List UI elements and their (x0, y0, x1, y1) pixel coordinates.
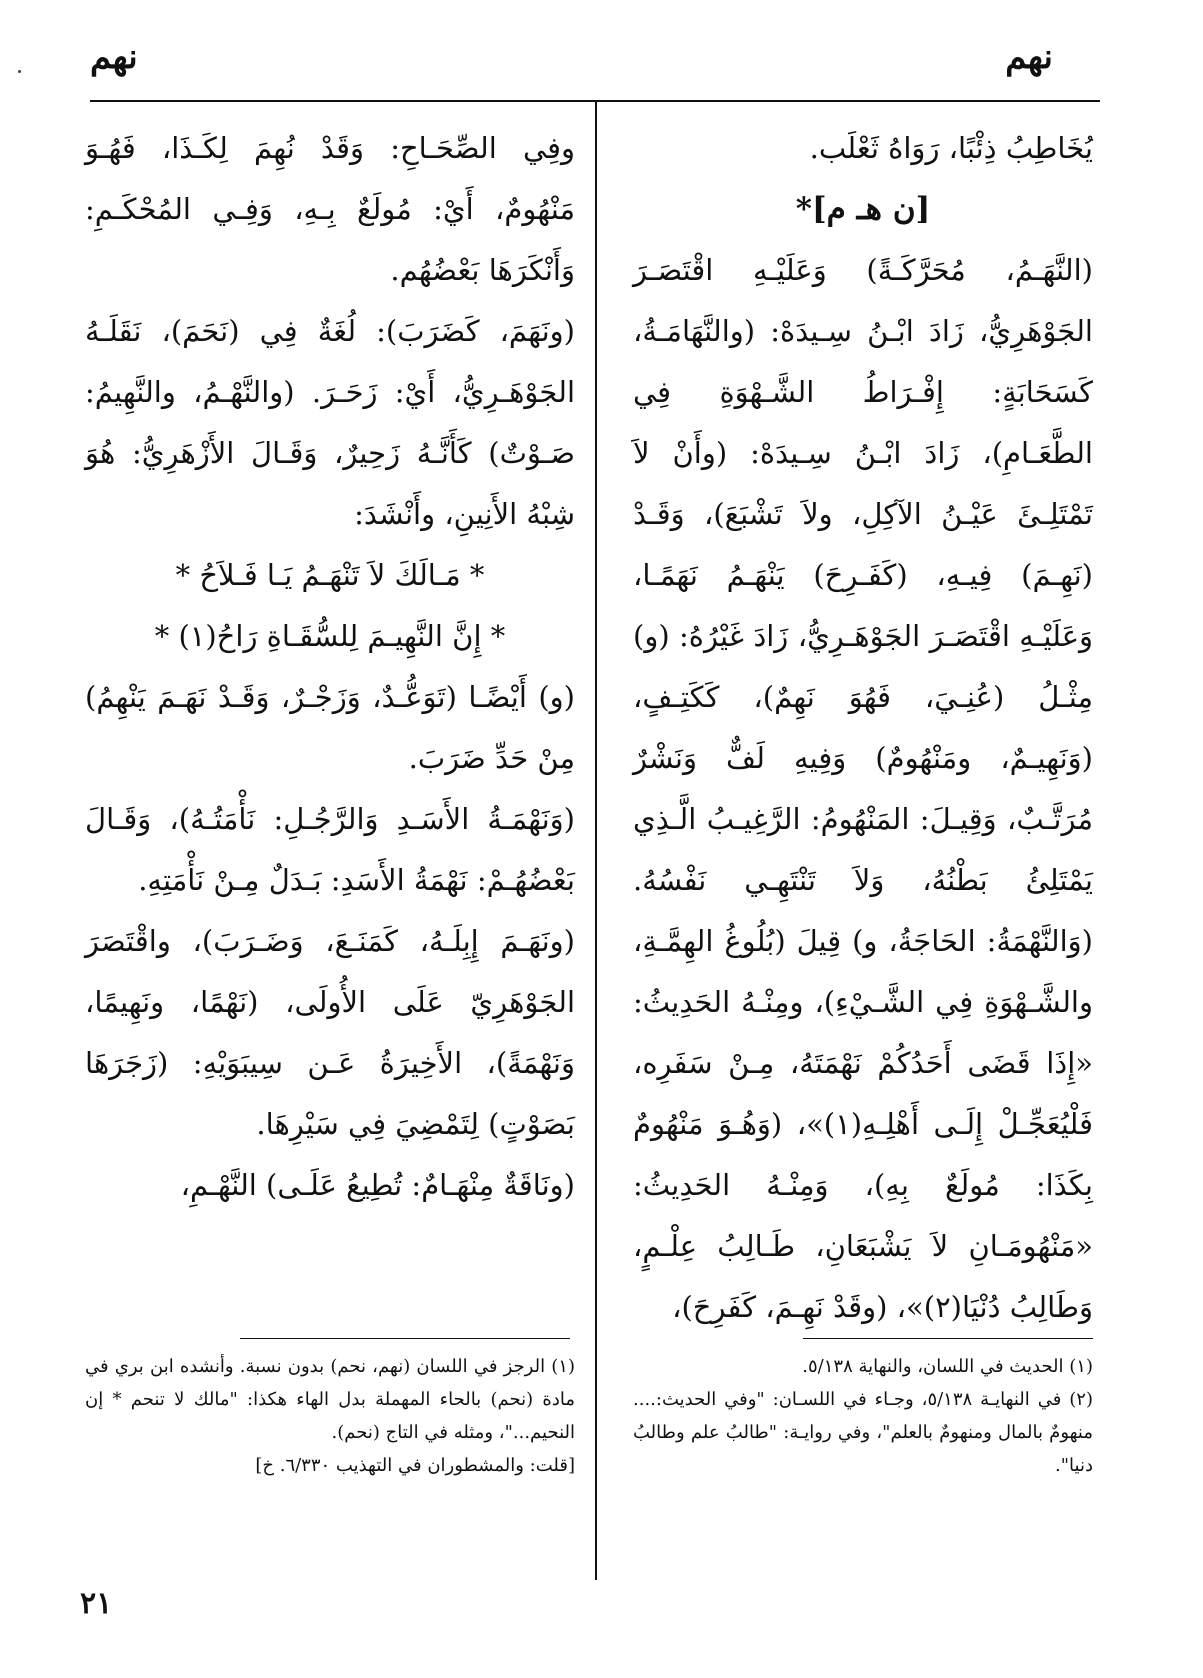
left-paragraph-5: (ونَهَـمَ إِبِلَـهُ، كَمَنَـعَ، وَضَـرَبَ)، واقْتَصَرَ الجَوْهَرِيّ عَلَى الأُولَى، (نَهْمًا، ونَهِيمًا، وَنَهْمَةً)، الأَخِيرَةُ عَـن سِيبَوَيْهِ: (زَجَرَهَا بَصَوْتٍ) لِتَمْضِيَ فِي سَيْرِهَا. (85, 924, 575, 1141)
left-paragraph-3: (و) أَيْضًـا (تَوَعُّـدٌ، وَزَجْـرٌ، وَقَـدْ نَهَـمَ يَنْهِمُ) مِنْ حَدِّ ضَرَبَ. (85, 680, 575, 775)
left-paragraph-2: (ونَهَمَ، كَضَرَبَ): لُغَةٌ فِي (نَحَمَ)، نَقَلَـهُ الجَوْهَـرِيُّ، أَيْ: زَحَـرَ. (والنَّهْـمُ، والنَّهِيمُ: صَـوْتٌ) كَأَنَّـهُ زَحِيرٌ، وَقَـالَ الأَزْهَرِيُّ: هُوَ شِبْهُ الأَنِينِ، وأَنْشَدَ: (85, 314, 575, 531)
left-paragraph-1: وفِي الصِّحَـاحِ: وَقَدْ نُهِمَ لِكَـذَا، فَهُـوَ مَنْهُومٌ، أَيْ: مُولَعٌ بِـهِ، وَفِـي المُحْكَـمِ: وَأَنْكَرَهَا بَعْضُهُم. (85, 131, 575, 287)
footnotes-left (85, 1350, 575, 1482)
scan-speck (18, 70, 21, 73)
left-column (85, 118, 575, 1216)
right-column (633, 118, 1093, 1338)
running-header-right: نهم (1005, 37, 1053, 77)
running-header-left: نهم (90, 37, 138, 77)
footnotes-right (633, 1350, 1093, 1482)
verse-line-2: * إِنَّ النَّهِيـمَ لِلسُّقَـاةِ رَاحُ(١) * (154, 619, 506, 653)
footnote-rule-right (803, 1338, 1093, 1339)
entry-heading: [ن هـ م]* (795, 191, 931, 227)
left-paragraph-4: (وَنَهْمَـةُ الأَسَـدِ وَالرَّجُـلِ: نَأْمَتُـهُ)، وَقَـالَ بَعْضُهُـمْ: نَهْمَةُ الأَسَدِ: بَـدَلٌ مِـنْ نَأْمَتِهِ. (85, 802, 575, 897)
footnote-left-1: (١) الرجز في اللسان (نهم، نحم) بدون نسبة. وأنشده ابن بري في مادة (نحم) بالحاء المهملة بدل الهاء هكذا: "مالك لا تنحم * إن النحيم..."، ومثله في التاج (نحم). (85, 1356, 575, 1443)
verse-line-1: * مَـالَكَ لاَ تَنْهَـمُ يَـا فَـلاَحُ * (175, 558, 485, 592)
footnote-left-2: [قلت: والمشطوران في التهذيب ٦/٣٣٠. خ] (255, 1455, 575, 1476)
right-column-body: (النَّهَـمُ، مُحَرَّكَـةً) وَعَلَيْـهِ اقْتَصَـرَ الجَوْهَرِيُّ، زَادَ ابْـنُ سِـيدَهْ: (والنَّهَامَـةُ، كَسَحَابَةٍ: إِفْـرَاطُ الشَّـهْوَةِ فِي الطَّعَـامِ)، زَادَ ابْـنُ سِـيدَهْ: (وأَنْ لاَ تَمْتَلِـئَ عَيْـنُ الآكِلِ، ولاَ تَشْبَعَ)، وَقَـدْ (نَهِـمَ) فِيـهِ، (كَفَـرِحَ) يَنْهَـمُ نَهَمًـا، وَعَلَيْـهِ اقْتَصَـرَ الجَوْهَـرِيُّ، زَادَ غَيْرُهُ: (و) مِثْـلُ (عُنِـيَ، فَهُوَ نَهِمٌ)، كَكَتِـفٍ، (وَنَهِيـمٌ، ومَنْهُومٌ) وَفِيهِ لَفٌّ وَنَشْرٌ مُرَتَّـبٌ، وَقِيـلَ: المَنْهُومُ: الرَّغِيـبُ الَّـذِي يَمْتَلِئُ بَطْنُهُ، وَلاَ تَنْتَهِـي نَفْسُهُ. (وَالنَّهْمَةُ: الحَاجَةُ، و) قِيلَ (بُلُوغُ الهِمَّـةِ، والشَّـهْوَةِ فِي الشَّـيْءِ)، ومِنْـهُ الحَدِيثُ: «إِذَا قَضَى أَحَدُكُمْ نَهْمَتَهُ، مِـنْ سَفَرِه، فَلْيُعَجِّـلْ إِلَـى أَهْلِـهِ(١)»، (وَهُـوَ مَنْهُومٌ بِكَذَا: مُولَعٌ بِهِ)، وَمِنْـهُ الحَدِيثُ: «مَنْهُومَـانِ لاَ يَشْبَعَانِ، طَـالِبُ عِلْـمٍ، وَطَالِبُ دُنْيَا(٢)»، (وقَدْ نَهِـمَ، كَفَرِحَ)، (633, 253, 1093, 1324)
page-number: ٢١ (80, 1586, 113, 1621)
footnote-right-1: (١) الحديث في اللسان، والنهاية ٥/١٣٨. (802, 1356, 1093, 1377)
footnote-right-2: (٢) في النهايـة ٥/١٣٨، وجـاء في اللسـان: "وفي الحديث:.... منهومٌ بالمال ومنهومٌ بالعلم"، وفي روايـة: "طالبُ علم وطالبُ دنيا". (633, 1389, 1093, 1476)
column-divider (595, 100, 597, 1580)
right-column-intro: يُخَاطِبُ ذِئْبًا، رَوَاهُ ثَعْلَب. (809, 131, 1093, 165)
footnote-rule-left (240, 1338, 570, 1339)
left-paragraph-6: (ونَاقَةٌ مِنْهَـامٌ: تُطِيعُ عَلَـى) النَّهْـمِ، (180, 1168, 575, 1202)
